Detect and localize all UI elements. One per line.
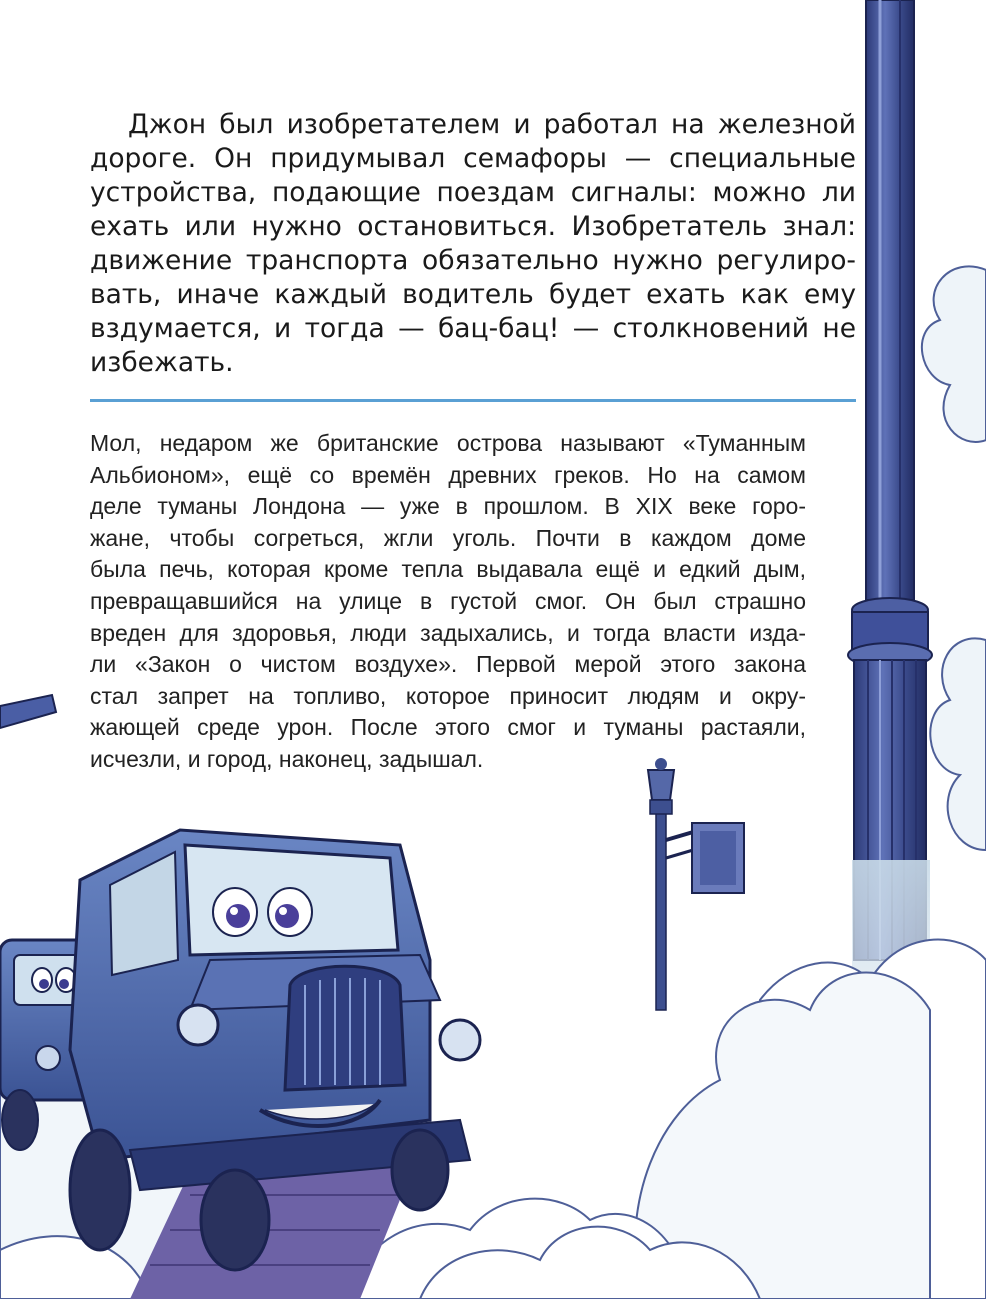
main-paragraph [90, 108, 856, 380]
main-line: дороге. Он придумывал семафоры — специальные [90, 143, 856, 174]
side-line: была печь, которая кроме тепла выдавала ещё и едкий дым, [90, 556, 806, 583]
side-paragraph [90, 428, 806, 776]
side-line: жане, чтобы согреться, жгли уголь. Почти в каждом доме [90, 524, 806, 551]
main-line: устройства, подающие поездам сигналы: можно ли [90, 177, 856, 208]
street-sign-icon [692, 823, 744, 893]
side-line: стал запрет на топливо, которое приносит людям и окру- [90, 682, 806, 709]
cloud-icon [635, 266, 986, 1299]
side-line: жающей среде урон. После этого смог и туманы растаяли, [90, 714, 806, 741]
main-line: вать, иначе каждый водитель будет ехать как ему [90, 279, 856, 310]
section-divider [90, 399, 856, 402]
main-line: избежать. [90, 347, 234, 378]
side-line: превращавшийся на улице в густой смог. Он был страшно [90, 587, 806, 614]
lamp-arm-icon [0, 695, 56, 728]
main-line: вздумается, и тогда — бац-бац! — столкновений не [90, 313, 856, 344]
main-line: движение транспорта обязательно нужно регулиро- [90, 245, 856, 276]
side-line: вреден для здоровья, люди задыхались, и тогда власти изда- [90, 619, 806, 646]
main-line: ехать или нужно остановиться. Изобретатель знал: [90, 211, 856, 242]
side-line: исчезли, и город, наконец, задышал. [90, 745, 484, 772]
side-line: Альбионом», ещё со времён древних греков. Но на самом [90, 461, 806, 488]
side-line: Мол, недаром же британские острова называют «Туманным [90, 430, 806, 456]
main-line: Джон был изобретателем и работал на железной [128, 109, 856, 140]
side-line: ли «Закон о чистом воздухе». Первой мерой этого закона [90, 651, 806, 678]
side-line: деле туманы Лондона — уже в прошлом. В XIX веке горо- [90, 493, 806, 520]
